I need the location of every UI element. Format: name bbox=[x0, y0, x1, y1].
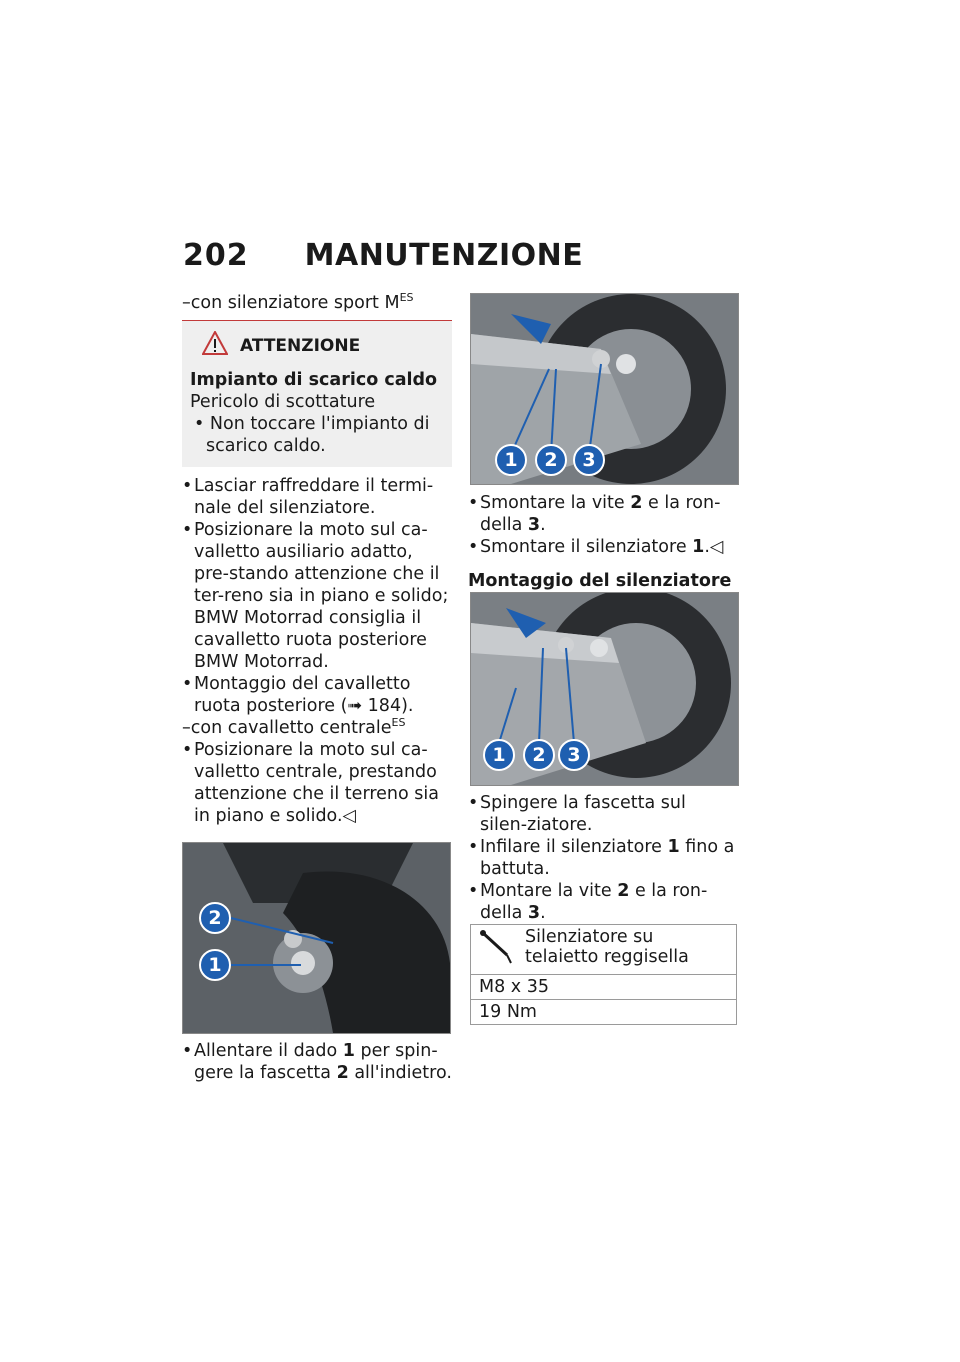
step-cool: • Lasciar raffreddare il termi-nale del silenziatore. bbox=[182, 475, 452, 519]
step-mount-stand: • Montaggio del cavalletto ruota posteriore (➟ 184). bbox=[182, 673, 452, 717]
step-mount-screw: • Montare la vite 2 e la ron-della 3. bbox=[468, 880, 738, 924]
torque-spec-table bbox=[470, 924, 737, 1025]
mount-heading: Montaggio del silenziatore bbox=[468, 571, 732, 591]
photo-mount-silencer bbox=[470, 592, 739, 786]
page-ref-arrow-icon: ➟ bbox=[347, 696, 368, 716]
step-push-clamp: • Spingere la fascetta sul silen-ziatore. bbox=[468, 792, 738, 836]
photo-clamp-nut bbox=[182, 842, 451, 1034]
warning-title: ATTENZIONE bbox=[240, 336, 361, 356]
warning-box bbox=[182, 320, 452, 467]
callout-1: 1 bbox=[504, 449, 518, 471]
warning-triangle-icon bbox=[202, 331, 228, 361]
end-marker-icon: ◁ bbox=[342, 806, 356, 826]
page-header bbox=[183, 238, 583, 278]
warning-subtitle: Impianto di scarico caldo bbox=[190, 370, 438, 390]
section-title: MANUTENZIONE bbox=[304, 238, 584, 273]
steps-list-a bbox=[182, 475, 452, 717]
warning-text: Pericolo di scottature bbox=[190, 392, 376, 412]
spec-torque: 19 Nm bbox=[471, 1000, 737, 1025]
callout-3: 3 bbox=[582, 449, 596, 471]
page-number: 202 bbox=[183, 238, 249, 273]
callout-2: 2 bbox=[208, 907, 222, 929]
step-remove-screw: • Smontare la vite 2 e la ron-della 3. bbox=[468, 492, 738, 536]
torque-wrench-icon bbox=[479, 927, 515, 972]
callout-2: 2 bbox=[532, 744, 546, 766]
callout-3: 3 bbox=[567, 744, 581, 766]
right-column-steps-b bbox=[468, 792, 738, 924]
step-position-center: • Posizionare la moto sul ca-valletto centrale, prestando attenzione che il terreno sia in piano e solido.◁ bbox=[182, 739, 452, 827]
left-column bbox=[182, 292, 452, 827]
callout-1: 1 bbox=[208, 954, 222, 976]
step-loosen-nut: • Allentare il dado 1 per spin-gere la fascetta 2 all'indietro. bbox=[182, 1040, 452, 1084]
callout-1: 1 bbox=[492, 744, 506, 766]
spec-title: Silenziatore su telaietto reggisella bbox=[525, 927, 689, 967]
condition-center: –con cavalletto centrale$^{ES}$ bbox=[182, 716, 406, 738]
condition-sport: –con silenziatore sport $M^{ES}$ bbox=[182, 291, 414, 313]
step-insert-silencer: • Infilare il silenziatore 1 fino a battuta. bbox=[468, 836, 738, 880]
photo-remove-silencer bbox=[470, 293, 739, 485]
step-position-aux: • Posizionare la moto sul ca-valletto ausiliario adatto, pre-stando attenzione che il ter-reno sia in piano e solido; BMW Motorrad consiglia il cavalletto ruota posteriore BMW Motorrad. bbox=[182, 519, 452, 673]
callout-2: 2 bbox=[544, 449, 558, 471]
spec-size: M8 x 35 bbox=[471, 975, 737, 1000]
right-column-steps-a bbox=[468, 492, 738, 592]
warning-bullet: • Non toccare l'impianto di scarico caldo. bbox=[194, 414, 430, 456]
step-remove-silencer: • Smontare il silenziatore 1.◁ bbox=[468, 536, 738, 558]
